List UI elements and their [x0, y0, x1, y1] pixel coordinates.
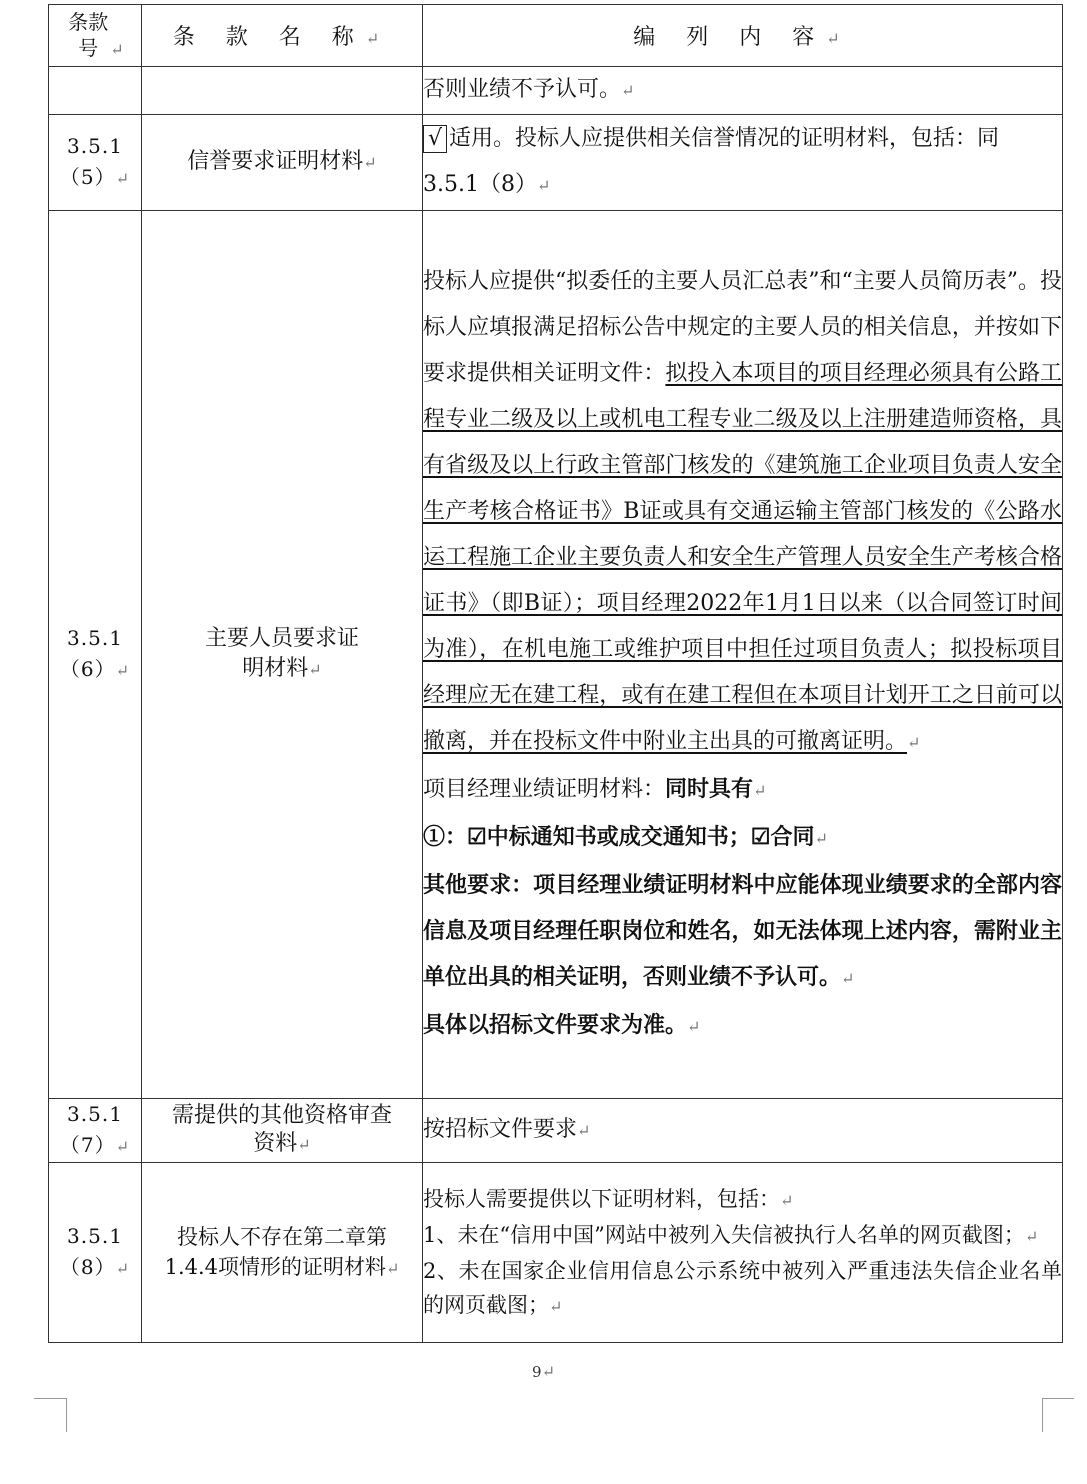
table-row	[49, 1099, 1063, 1163]
page-number: 9↵	[532, 1362, 555, 1381]
content-cell: 按招标文件要求↵	[423, 1099, 1063, 1163]
clause-name-cell: 主要人员要求证 明材料↵	[142, 211, 423, 1099]
content-cell: √ 适用。投标人应提供相关信誉情况的证明材料，包括：同 3.5.1（8）↵	[423, 115, 1063, 211]
header-clause-name: 条 款 名 称↵	[142, 5, 423, 67]
other-requirements-paragraph: 其他要求：项目经理业绩证明材料中应能体现业绩要求的全部内容信息及项目经理任职岗位和姓名，如无法体现上述内容，需附业主单位出具的相关证明，否则业绩不予认可。↵	[423, 872, 1062, 990]
table-row	[49, 67, 1063, 115]
table-header-row	[49, 5, 1063, 67]
crop-mark-bottom-left-h	[34, 1398, 66, 1399]
crop-mark-bottom-left	[34, 1398, 67, 1432]
table-row	[49, 1163, 1063, 1343]
personnel-requirements-paragraph: 投标人应提供“拟委任的主要人员汇总表”和“主要人员简历表”。投标人应填报满足招标公告中规定的主要人员的相关信息，并按如下要求提供相关证明文件：拟投入本项目的项目经理必须具有公路工程专业二级及以上或机电工程专业二级及以上注册建造师资格，具有省级及以上行政主管部门核发的《建筑施工企业项目负责人安全生产考核合格证书》B证或具有交通运输主管部门核发的《公路水运工程施工企业主要负责人和安全生产管理人员安全生产考核合格证书》（即B证）；项目经理2022年1月1日以来（以合同签订时间为准），在机电施工或维护项目中担任过项目负责人；拟投标项目经理应无在建工程，或有在建工程但在本项目计划开工之日前可以撤离，并在投标文件中附业主出具的可撤离证明。↵	[423, 269, 1062, 754]
requirements-table	[48, 4, 1063, 1343]
content-cell: 投标人需要提供以下证明材料，包括：↵ 1、未在“信用中国”网站中被列入失信被执行人名单的网页截图；↵ 2、未在国家企业信用信息公示系统中被列入严重违法失信企业名单的网页截图；↵	[423, 1163, 1063, 1343]
clause-number-cell: 3.5.1 （8）↵	[49, 1163, 142, 1343]
checkbox-checked-icon: √	[423, 125, 447, 153]
clause-number-cell: 3.5.1 （6）↵	[49, 211, 142, 1099]
crop-mark-bottom-right-h	[1042, 1398, 1074, 1399]
performance-materials-paragraph: 项目经理业绩证明材料：同时具有↵	[423, 776, 767, 802]
clause-number-cell	[49, 67, 142, 115]
table-row	[49, 115, 1063, 211]
content-cell: 否则业绩不予认可。↵	[423, 67, 1063, 115]
clause-name-cell: 需提供的其他资格审查 资料↵	[142, 1099, 423, 1163]
crop-mark-bottom-right	[1042, 1398, 1075, 1432]
clause-number-cell: 3.5.1 （7）↵	[49, 1099, 142, 1163]
header-clause-number: 条款号 ↵	[49, 5, 142, 67]
content-cell	[423, 211, 1063, 1099]
clause-name-cell	[142, 67, 423, 115]
header-content: 编 列 内 容↵	[423, 5, 1063, 67]
final-note-paragraph: 具体以招标文件要求为准。↵	[423, 1012, 701, 1038]
clause-number-cell: 3.5.1 （5）↵	[49, 115, 142, 211]
clause-name-cell: 投标人不存在第二章第 1.4.4项情形的证明材料↵	[142, 1163, 423, 1343]
clause-name-cell: 信誉要求证明材料↵	[142, 115, 423, 211]
checked-options-paragraph: ①：☑中标通知书或成交通知书；☑合同↵	[423, 824, 828, 850]
table-row	[49, 211, 1063, 1099]
